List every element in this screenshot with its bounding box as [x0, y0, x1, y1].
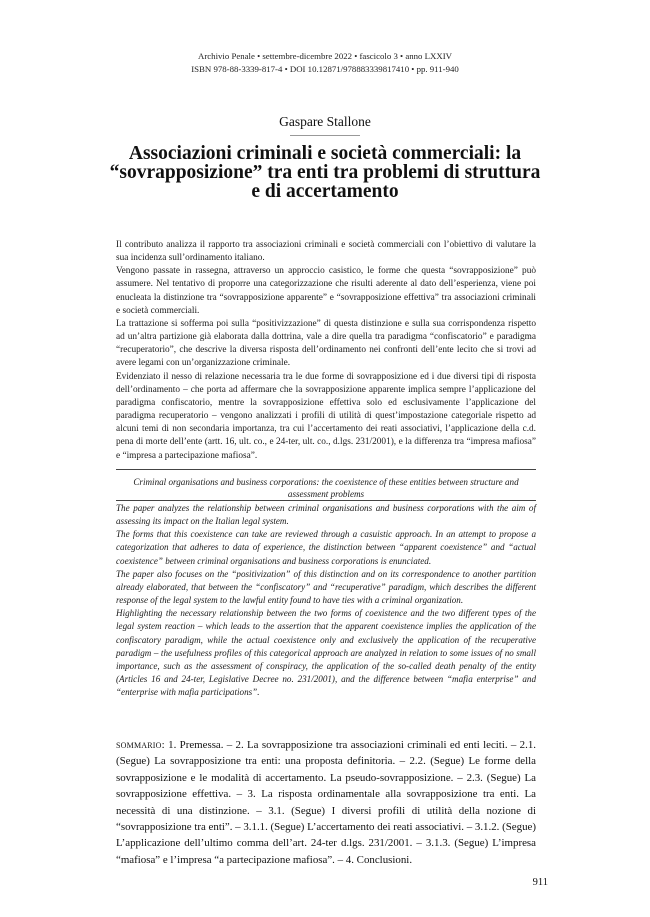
isbn-line: ISBN 978-88-3339-817-4 • DOI 10.12871/97888333981741​0 • pp. 911-940 — [191, 64, 459, 74]
journal-line: Archivio Penale • settembre-dicembre 2022 • fascicolo 3 • anno LXXIV — [197, 51, 452, 61]
abstract-paragraph: Il contributo analizza il rapporto tra associazioni criminali e società commerciali con l’obiettivo di valutare la sua incidenza sull’ordinamento italiano. — [116, 240, 536, 264]
abstract-divider-bottom — [116, 500, 536, 501]
author-divider — [290, 135, 360, 136]
summary-label: sommario: — [116, 739, 165, 751]
abstract-paragraph: The paper also focuses on the “positivization” of this distinction and on its correspondence to another partition already elaborated, that between the “confiscatory” and “recuperative” paradigm, which describes the different response of the legal system to the lawful entity found to have ties with a criminal organization. — [116, 568, 536, 606]
abstract-italian — [116, 239, 536, 463]
abstract-paragraph: La trattazione si sofferma poi sulla “positivizzazione” di questa distinzione e sulla sua corrispondenza rispetto ad un’altra partizione già elaborata dalla dottrina, vale a dire quella tra paradigma “confiscatorio” e paradigma “recuperatorio”, che descrive la diversa risposta dell’ordinamento nei confronti dell’ente lecito che si trovi ad avere legami con un’organizzazione criminale. — [116, 318, 536, 369]
summary-text: 1. Premessa. – 2. La sovrapposizione tra associazioni criminali ed enti leciti. – 2.1. (Segue) La sovrapposizione tra enti: una proposta definitoria. – 2.2. (Segue) Le forme della sovrapposizione e le modalità di accertamento. La pseudo-sovrapposizione. – 2.3. (Segue) La sovrapposizione effettiva. – 3. La risposta ordinamentale alla sovrapposizione tra enti. La necessità di una distinzione. – 3.1. (Segue) I diversi profili di utilità della nozione di “sovrapposizione tra enti”. – 3.1.1. (Segue) L’accertamento dei reati associativi. – 3.1.2. (Segue) L’applicazione dell’ultimo comma dell’art. 24-ter d.lgs. 231/2001. – 3.1.3. (Segue) L’impresa “mafiosa” e l’impresa “a partecipazione mafiosa”. – 4. Conclusioni. — [116, 739, 536, 866]
title-line: e di accertamento — [251, 181, 399, 202]
table-of-contents-summary — [116, 737, 536, 868]
abstract-paragraph: The forms that this coexistence can take are reviewed through a casuistic approach. In an attempt to propose a categorization that adheres to data of experience, the distinction between “apparent coexistence” and “actual coexistence” between criminal organisations and business corporations is enunciated. — [116, 529, 536, 566]
title-line: Associazioni criminali e società commerciali: la — [128, 143, 522, 164]
journal-masthead — [0, 50, 650, 76]
abstract-paragraph: Highlighting the necessary relationship between the two forms of coexistence and the two different types of the legal system reaction – which leads to the assertion that the apparent coexistence implies the application of the confiscatory paradigm, while the actual coexistence only and exclusively the application of the recuperative paradigm – the usefulness profiles of this categorical approach are analyzed in relation to some issues of no small importance, such as the assessment of conspiracy, the application of the so-called death penalty of the entity (Articles 16 and 24-ter, Legislative Decree no. 231/2001), and the difference between “mafia enterprise” and “enterprise with mafia participations”. — [116, 608, 536, 698]
abstract-paragraph: Evidenziato il nesso di relazione necessaria tra le due forme di sovrapposizione ed i due diversi tipi di risposta dell’ordinamento – che porta ad affermare che la sovrapposizione apparente implica sempre l’applicazione del paradigma confiscatorio, mentre la sovrapposizione effettiva solo ed esclusivamente l’applicazione del paradigma recuperatorio – vengono analizzati i profili di utilità di quest’impostazione categoriale rispetto ad alcuni temi di non secondaria importanza, tra cui l’accertamento dei reati associativi, l’applicazione della c.d. pena di morte dell’ente (artt. 16, ult. co., e 24-ter, ult. co., d.lgs. 231/2001), e la differenza tra “impresa mafiosa” e “impresa a partecipazione mafiosa”. — [116, 371, 536, 461]
abstract-divider-top — [116, 469, 536, 470]
english-title: Criminal organisations and business corporations: the coexistence of these entities between structure and assessment problems — [133, 477, 519, 499]
abstract-paragraph: The paper analyzes the relationship between criminal organisations and business corporations with the aim of assessing its impact on the Italian legal system. — [116, 503, 536, 527]
article-title — [100, 144, 550, 201]
author-name: Gaspare Stallone — [279, 114, 371, 129]
page-number: 911 — [532, 877, 548, 888]
abstract-paragraph: Vengono passate in rassegna, attraverso un approccio casistico, le forme che questa “sovrapposizione” può assumere. Nel tentativo di proporre una categorizzazione che risulti aderente al dato dell’esperienza, viene poi enucleata la distinzione tra “sovrapposizione apparente” e “sovrapposizione effettiva” tra associazioni criminali e società commerciali. — [116, 266, 536, 316]
title-line: “sovrapposizione” tra enti tra problemi di struttura — [109, 162, 541, 183]
abstract-english — [116, 502, 536, 699]
